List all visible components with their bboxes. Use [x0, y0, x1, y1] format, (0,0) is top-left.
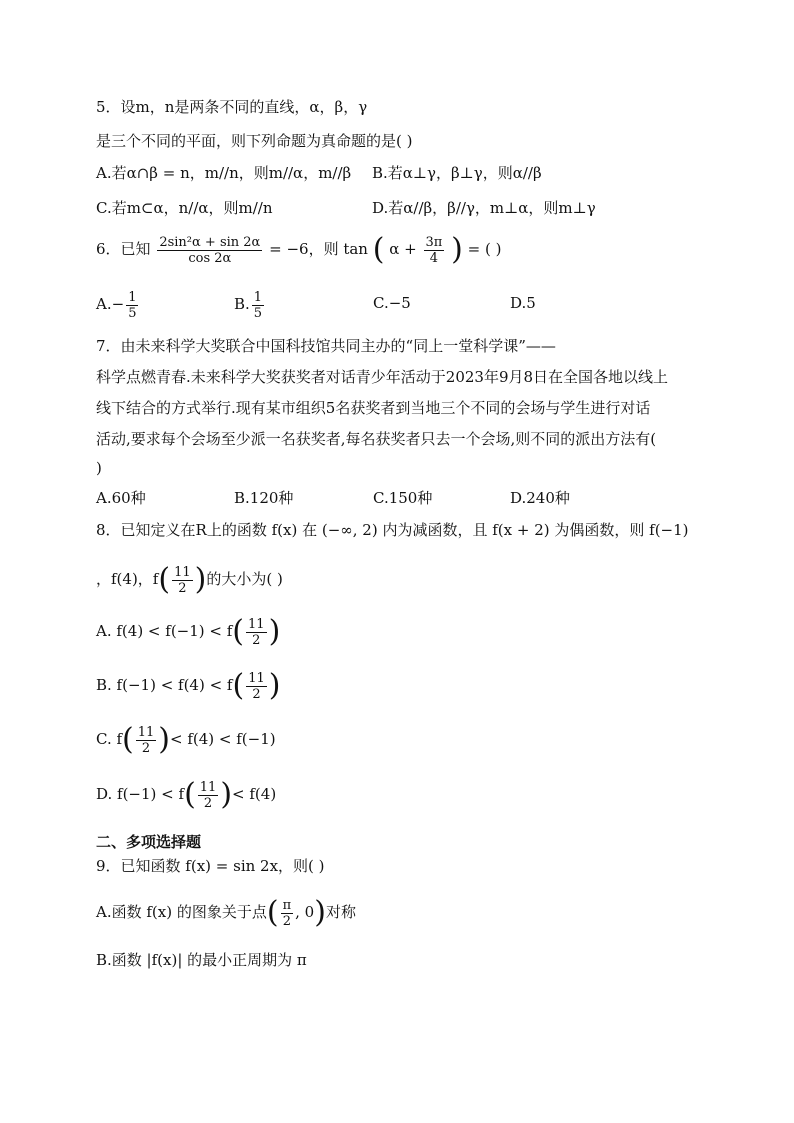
q7-line4: 活动,要求每个会场至少派一名获奖者,每名获奖者只去一个会场,则不同的派出方法有( [96, 430, 657, 448]
q9-option-a-pre: A.函数 f(x) 的图象关于点 [96, 903, 267, 921]
q6-option-a-sign: − [111, 295, 125, 313]
q8-option-b-fraction [246, 671, 267, 702]
q5-option-c: C.若m⊂α，n//α，则m//n [96, 199, 273, 217]
q6-option-b-label: B. [234, 295, 250, 313]
q6-fraction-numerator: 2sin²α + sin 2α [159, 234, 261, 250]
q8-option-a-lparen: ( [232, 614, 245, 649]
q8-option-d-fraction [198, 780, 219, 811]
q8-line2-post: 的大小为( ) [206, 570, 283, 588]
q8-option-d [96, 777, 276, 811]
q9-option-a-lparen: ( [266, 895, 279, 930]
q9-option-a-tail: , 0 [295, 903, 315, 921]
q9-option-b: B.函数 |f(x)| 的最小正周期为 π [96, 951, 307, 969]
q6-option-a-num: 1 [128, 289, 137, 305]
q9-option-a-num: π [282, 897, 292, 913]
q8-option-d-post: < f(4) [232, 785, 277, 803]
q8-option-a-den: 2 [252, 632, 261, 648]
q8-option-b-pre: B. f(−1) < f(4) < f [96, 676, 233, 694]
q8-option-c-den: 2 [141, 740, 151, 756]
q9-stem: 9．已知函数 f(x) = sin 2x，则( ) [96, 857, 325, 875]
q8-line2-pre: ，f(4)，f [96, 570, 159, 588]
q8-line2-fraction [172, 565, 193, 596]
q6-right-paren: ) [451, 232, 463, 267]
q8-option-d-num: 11 [199, 779, 217, 795]
q7-line1: 7．由未来科学大奖联合中国科技馆共同主办的“同上一堂科学课”—— [96, 337, 556, 355]
q6-pi-fraction [424, 235, 445, 266]
q6-option-b-den: 5 [253, 305, 263, 321]
q9-option-a-fraction [281, 898, 294, 929]
q6-option-b-fraction [252, 290, 264, 321]
q6-fraction [157, 235, 262, 266]
q6-option-a-den: 5 [128, 305, 137, 321]
q6-option-a-label: A. [96, 295, 112, 313]
section-heading: 二、多项选择题 [96, 833, 202, 851]
q8-option-d-pre: D. f(−1) < f [96, 785, 185, 803]
q8-option-c-pre: C. f [96, 730, 123, 748]
q6-option-b-num: 1 [253, 289, 263, 305]
q8-option-c-fraction [136, 725, 157, 756]
q6-left-paren: ( [372, 232, 385, 267]
q8-option-b-rparen: ) [268, 668, 281, 703]
q9-option-a [96, 895, 356, 929]
q6-option-c: C.−5 [373, 294, 411, 312]
q8-option-c-post: < f(4) < f(−1) [170, 730, 276, 748]
q8-option-a-pre: A. f(4) < f(−1) < f [96, 622, 233, 640]
q5-option-d: D.若α//β，β//γ，m⊥α，则m⊥γ [372, 199, 596, 217]
q8-option-c [96, 722, 276, 756]
q8-option-d-rparen: ) [220, 777, 233, 812]
q8-option-a-rparen: ) [268, 614, 281, 649]
q5-option-b: B.若α⊥γ，β⊥γ，则α//β [372, 164, 542, 182]
q5-stem-line1: 5．设m，n是两条不同的直线，α，β，γ [96, 98, 368, 116]
q8-line1: 8．已知定义在R上的函数 f(x) 在 (−∞, 2) 内为减函数，且 f(x + 2) 为偶函数，则 f(−1) [96, 521, 689, 539]
q8-option-d-lparen: ( [184, 777, 196, 812]
q8-option-d-den: 2 [203, 795, 213, 811]
q6-option-a-fraction [126, 290, 138, 321]
q6-tail: = ( ) [467, 240, 502, 258]
q7-line3: 线下结合的方式举行.现有某市组织5名获奖者到当地三个不同的会场与学生进行对话 [96, 399, 651, 417]
q7-option-a: A.60种 [96, 489, 146, 507]
q8-line2 [96, 562, 283, 596]
q8-line2-num: 11 [174, 564, 191, 580]
q8-option-b-lparen: ( [232, 668, 245, 703]
q7-line2: 科学点燃青春.未来科学大奖获奖者对话青少年活动于2023年9月8日在全国各地以线上 [96, 368, 669, 386]
q8-option-c-num: 11 [137, 724, 155, 740]
q8-option-b [96, 668, 280, 702]
q8-option-a [96, 614, 280, 648]
q8-option-b-den: 2 [252, 686, 261, 702]
q7-option-d: D.240种 [510, 489, 570, 507]
q5-option-a: A.若α∩β = n，m//n，则m//α，m//β [96, 164, 352, 182]
q7-option-c: C.150种 [373, 489, 433, 507]
q8-option-a-fraction [246, 617, 267, 648]
q7-option-b: B.120种 [234, 489, 294, 507]
q6-inner: α + [389, 240, 417, 258]
q6-fraction-denominator: cos 2α [188, 250, 232, 266]
q6-lead: 6．已知 [96, 240, 151, 258]
q9-option-a-rparen: ) [314, 895, 326, 930]
q8-line2-den: 2 [178, 580, 187, 596]
q6-pi-numerator: 3π [425, 234, 443, 250]
q9-option-a-post: 对称 [325, 903, 356, 921]
q6-pi-denominator: 4 [429, 250, 439, 266]
q8-line2-right-paren: ) [194, 562, 207, 597]
q8-option-b-num: 11 [248, 670, 265, 686]
q8-option-c-rparen: ) [158, 722, 171, 757]
q5-stem-line2: 是三个不同的平面，则下列命题为真命题的是( ) [96, 132, 413, 150]
q8-option-c-lparen: ( [122, 722, 134, 757]
q6-mid: = −6，则 tan [269, 240, 368, 258]
q8-option-a-num: 11 [248, 616, 265, 632]
q6-stem [96, 232, 501, 266]
q7-line5: ) [96, 459, 102, 477]
q6-option-b [234, 287, 266, 321]
q6-option-d: D.5 [510, 294, 536, 312]
q6-option-a [96, 287, 140, 321]
q9-option-a-den: 2 [282, 913, 291, 929]
q8-line2-left-paren: ( [158, 562, 171, 597]
